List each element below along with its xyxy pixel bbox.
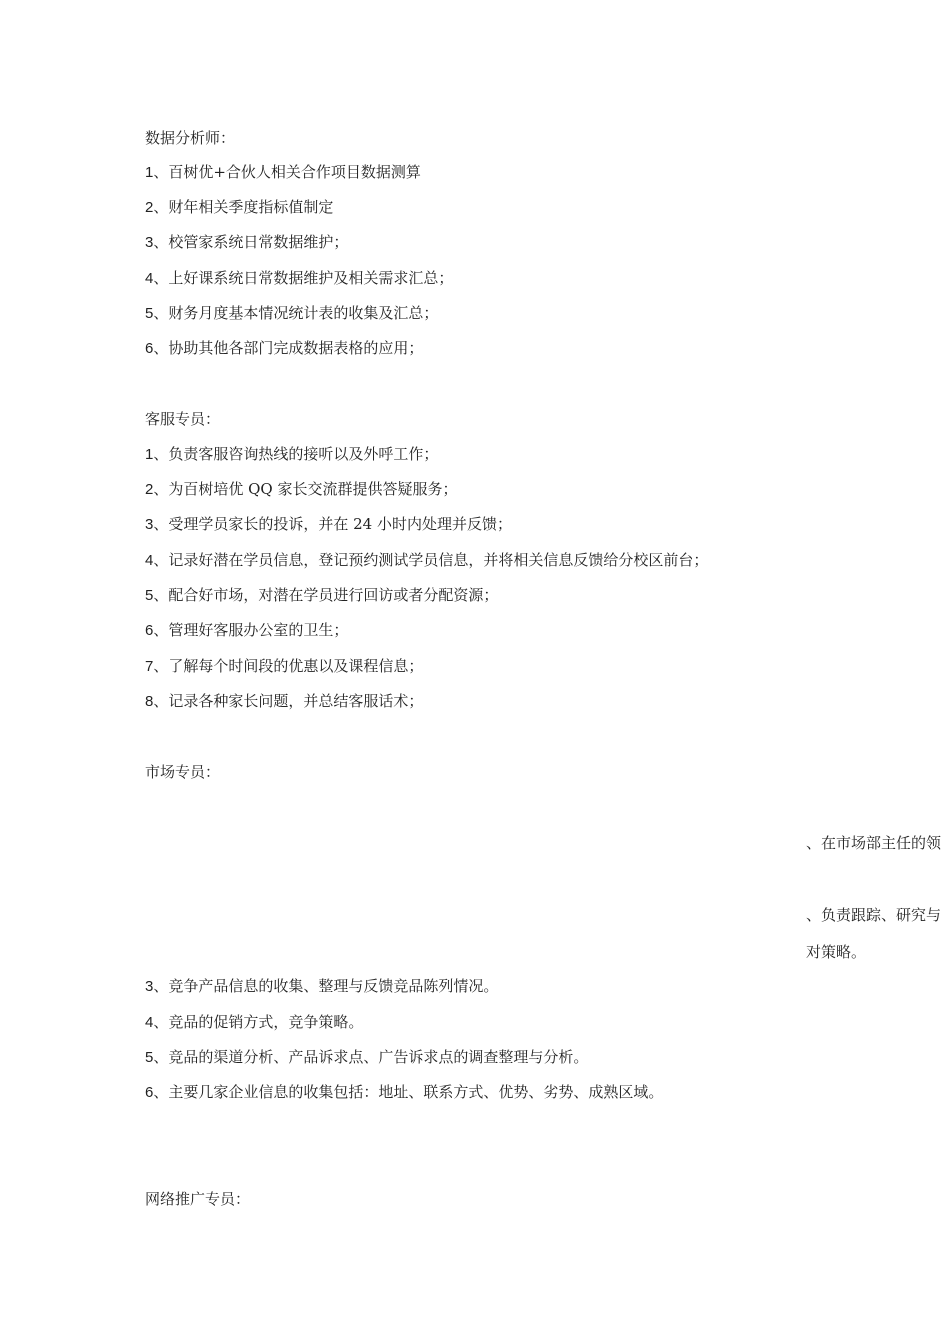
market-clipped-line-2: 、负责跟踪、研究与 bbox=[806, 906, 942, 924]
service-item-1 bbox=[145, 444, 438, 465]
analyst-item-1 bbox=[145, 162, 421, 183]
item-text: 、财务月度基本情况统计表的收集及汇总； bbox=[153, 304, 439, 322]
market-clipped-line-3: 对策略。 bbox=[806, 943, 867, 961]
item-number: 5 bbox=[145, 1049, 154, 1066]
item-number: 6 bbox=[145, 622, 154, 639]
service-item-8 bbox=[145, 691, 423, 712]
service-item-6 bbox=[145, 620, 348, 641]
item-number: 1 bbox=[145, 446, 154, 463]
online-heading: 网络推广专员： bbox=[145, 1190, 251, 1208]
market-item-3 bbox=[145, 976, 498, 997]
item-text: 、了解每个时间段的优惠以及课程信息； bbox=[153, 657, 424, 675]
market-heading: 市场专员： bbox=[145, 763, 221, 781]
item-number: 3 bbox=[145, 978, 154, 995]
market-item-4 bbox=[145, 1012, 363, 1033]
item-number: 2 bbox=[145, 481, 154, 498]
item-number: 6 bbox=[145, 340, 154, 357]
item-number: 4 bbox=[145, 552, 154, 569]
item-text: 、配合好市场，对潜在学员进行回访或者分配资源； bbox=[153, 586, 499, 604]
item-text: 、竞品的渠道分析、产品诉求点、广告诉求点的调查整理与分析。 bbox=[153, 1048, 589, 1066]
analyst-item-4 bbox=[145, 268, 453, 289]
item-text: 、记录各种家长问题，并总结客服话术； bbox=[153, 692, 424, 710]
service-item-2 bbox=[145, 479, 457, 500]
market-item-5 bbox=[145, 1047, 588, 1068]
item-text: 、为百树培优 QQ 家长交流群提供答疑服务； bbox=[153, 480, 458, 498]
item-number: 8 bbox=[145, 693, 154, 710]
market-clipped-line-1: 、在市场部主任的领 bbox=[806, 834, 942, 852]
item-number: 1 bbox=[145, 164, 154, 181]
item-number: 5 bbox=[145, 305, 154, 322]
service-item-7 bbox=[145, 656, 423, 677]
item-text: 、协助其他各部门完成数据表格的应用； bbox=[153, 339, 424, 357]
item-text: 、负责客服咨询热线的接听以及外呼工作； bbox=[153, 445, 439, 463]
item-number: 4 bbox=[145, 1014, 154, 1031]
analyst-item-5 bbox=[145, 303, 438, 324]
item-text: 、竞品的促销方式，竞争策略。 bbox=[153, 1013, 364, 1031]
service-item-4 bbox=[145, 550, 708, 571]
market-item-6 bbox=[145, 1082, 663, 1103]
item-number: 4 bbox=[145, 270, 154, 287]
item-text: 、百树优+合伙人相关合作项目数据测算 bbox=[153, 163, 421, 181]
service-item-3 bbox=[145, 514, 512, 535]
service-heading: 客服专员： bbox=[145, 410, 221, 428]
item-text: 、上好课系统日常数据维护及相关需求汇总； bbox=[153, 269, 454, 287]
item-number: 7 bbox=[145, 658, 154, 675]
item-number: 3 bbox=[145, 234, 154, 251]
item-number: 3 bbox=[145, 516, 154, 533]
item-number: 5 bbox=[145, 587, 154, 604]
item-number: 6 bbox=[145, 1084, 154, 1101]
item-text: 、主要几家企业信息的收集包括：地址、联系方式、优势、劣势、成熟区域。 bbox=[153, 1083, 664, 1101]
item-text: 、财年相关季度指标值制定 bbox=[153, 198, 334, 216]
item-text: 、受理学员家长的投诉，并在 24 小时内处理并反馈； bbox=[153, 515, 512, 533]
item-text: 、竞争产品信息的收集、整理与反馈竞品陈列情况。 bbox=[153, 977, 499, 995]
item-text: 、校管家系统日常数据维护； bbox=[153, 233, 349, 251]
analyst-item-3 bbox=[145, 232, 348, 253]
item-text: 、管理好客服办公室的卫生； bbox=[153, 621, 349, 639]
item-number: 2 bbox=[145, 199, 154, 216]
item-text: 、记录好潜在学员信息，登记预约测试学员信息，并将相关信息反馈给分校区前台； bbox=[153, 551, 709, 569]
analyst-item-2 bbox=[145, 197, 333, 218]
analyst-item-6 bbox=[145, 338, 423, 359]
analyst-heading: 数据分析师： bbox=[145, 129, 236, 147]
service-item-5 bbox=[145, 585, 498, 606]
